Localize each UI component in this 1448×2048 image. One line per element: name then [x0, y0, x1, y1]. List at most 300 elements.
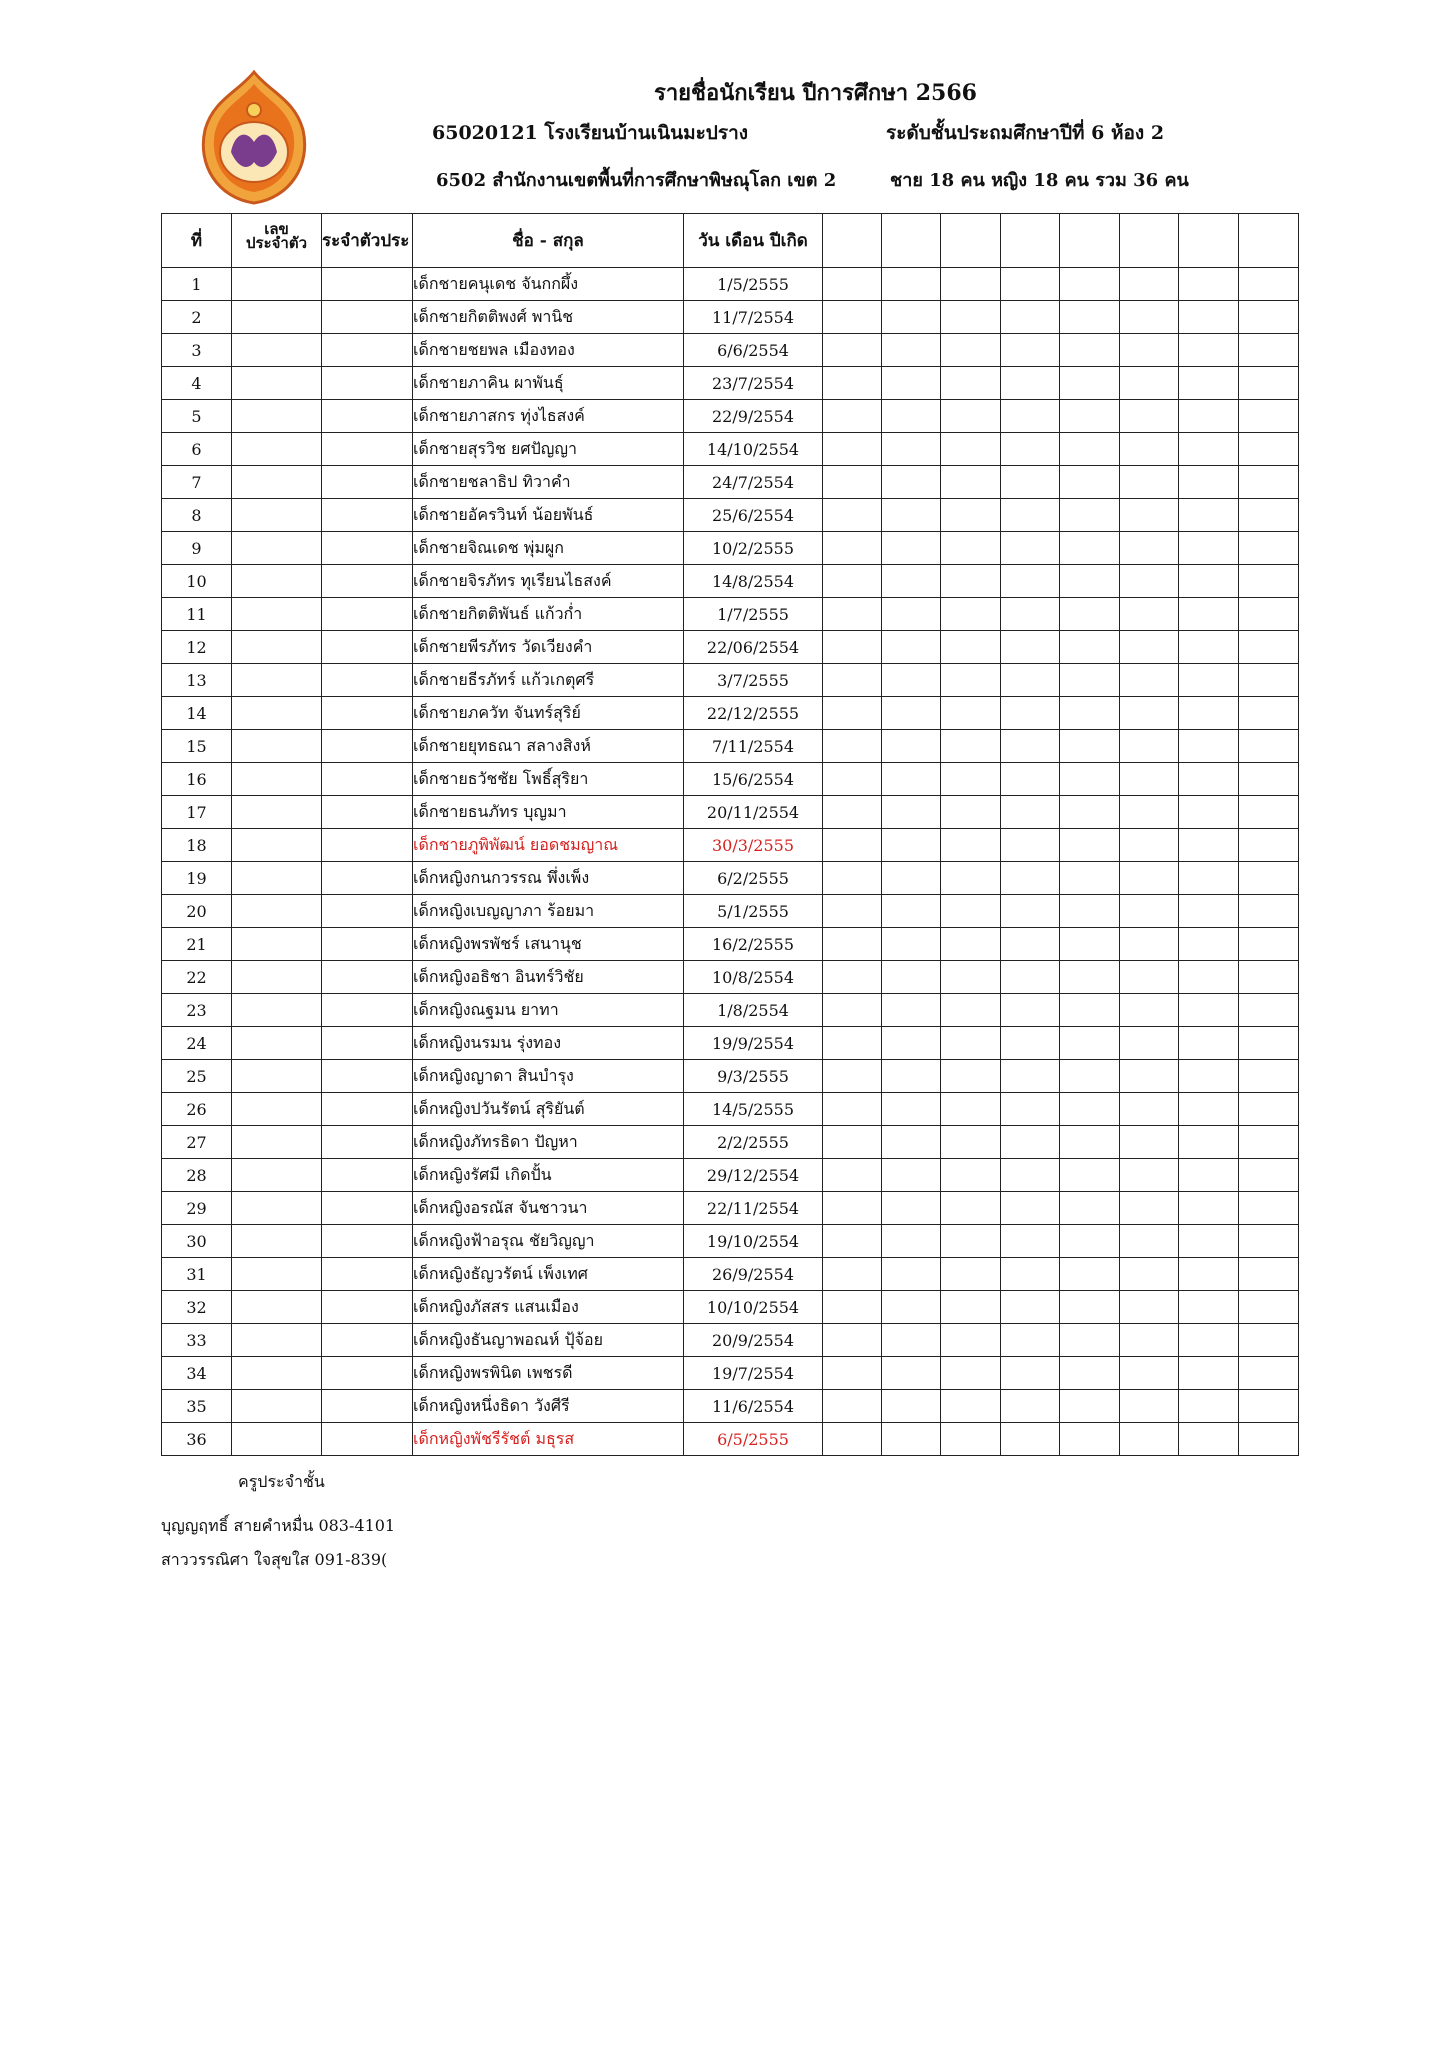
cell-blank: [941, 928, 1001, 961]
cell-no: 33: [162, 1324, 232, 1357]
cell-blank: [1060, 565, 1120, 598]
cell-blank: [1120, 928, 1179, 961]
cell-student-id: [232, 829, 322, 862]
cell-blank: [1179, 796, 1239, 829]
cell-student-id: [232, 664, 322, 697]
cell-blank: [823, 697, 882, 730]
cell-blank: [1120, 1060, 1179, 1093]
cell-blank: [941, 829, 1001, 862]
cell-blank: [823, 367, 882, 400]
cell-blank: [1120, 1390, 1179, 1423]
cell-dob: 5/1/2555: [684, 895, 823, 928]
cell-blank: [1060, 598, 1120, 631]
cell-blank: [882, 1027, 941, 1060]
table-row: [162, 1060, 1299, 1093]
cell-blank: [1120, 1126, 1179, 1159]
cell-blank: [1239, 631, 1299, 664]
cell-name: เด็กชายจิณเดช พุ่มผูก: [413, 532, 684, 565]
cell-blank: [882, 1324, 941, 1357]
cell-blank: [823, 1192, 882, 1225]
cell-blank: [1120, 301, 1179, 334]
cell-blank: [1239, 1291, 1299, 1324]
cell-dob: 30/3/2555: [684, 829, 823, 862]
col-header-blank: [882, 214, 941, 268]
cell-student-id: [232, 730, 322, 763]
cell-blank: [941, 1192, 1001, 1225]
cell-national-id: [322, 1258, 413, 1291]
cell-blank: [1120, 367, 1179, 400]
cell-no: 6: [162, 433, 232, 466]
cell-blank: [1001, 400, 1060, 433]
cell-blank: [1179, 1291, 1239, 1324]
cell-blank: [823, 301, 882, 334]
cell-name: เด็กชายพีรภัทร วัดเวียงคำ: [413, 631, 684, 664]
school-name: 65020121 โรงเรียนบ้านเนินมะปราง: [432, 122, 749, 144]
cell-national-id: [322, 1192, 413, 1225]
cell-blank: [1001, 763, 1060, 796]
cell-no: 2: [162, 301, 232, 334]
cell-name: เด็กชายยุทธณา สลางสิงห์: [413, 730, 684, 763]
cell-student-id: [232, 763, 322, 796]
table-row: [162, 796, 1299, 829]
cell-blank: [1179, 499, 1239, 532]
cell-blank: [1179, 1159, 1239, 1192]
cell-blank: [882, 400, 941, 433]
col-header-blank: [1179, 214, 1239, 268]
cell-national-id: [322, 928, 413, 961]
cell-blank: [1120, 631, 1179, 664]
cell-dob: 11/6/2554: [684, 1390, 823, 1423]
cell-name: เด็กชายจิรภัทร ทุเรียนไธสงค์: [413, 565, 684, 598]
cell-blank: [1179, 598, 1239, 631]
cell-dob: 6/5/2555: [684, 1423, 823, 1456]
cell-blank: [1239, 730, 1299, 763]
cell-blank: [1060, 1357, 1120, 1390]
cell-national-id: [322, 400, 413, 433]
cell-blank: [1060, 367, 1120, 400]
cell-blank: [823, 730, 882, 763]
cell-blank: [1001, 631, 1060, 664]
cell-blank: [1179, 1126, 1239, 1159]
cell-blank: [1001, 367, 1060, 400]
cell-blank: [1239, 994, 1299, 1027]
cell-blank: [882, 664, 941, 697]
cell-blank: [1120, 598, 1179, 631]
table-row: [162, 1390, 1299, 1423]
table-row: [162, 598, 1299, 631]
cell-blank: [1001, 1027, 1060, 1060]
cell-blank: [882, 1291, 941, 1324]
cell-blank: [1179, 664, 1239, 697]
cell-blank: [1239, 664, 1299, 697]
cell-blank: [941, 532, 1001, 565]
cell-national-id: [322, 367, 413, 400]
cell-name: เด็กชายภาคิน ผาพันธุ์: [413, 367, 684, 400]
cell-blank: [941, 664, 1001, 697]
cell-blank: [823, 1324, 882, 1357]
cell-name: เด็กหญิงปวันรัตน์ สุริยันต์: [413, 1093, 684, 1126]
table-row: [162, 730, 1299, 763]
col-header-no: ที่: [162, 214, 232, 268]
cell-blank: [1001, 1225, 1060, 1258]
cell-blank: [1179, 301, 1239, 334]
cell-blank: [1060, 1258, 1120, 1291]
table-row: [162, 1027, 1299, 1060]
cell-blank: [1179, 1093, 1239, 1126]
cell-national-id: [322, 433, 413, 466]
cell-dob: 6/6/2554: [684, 334, 823, 367]
cell-national-id: [322, 763, 413, 796]
cell-student-id: [232, 532, 322, 565]
cell-blank: [823, 1390, 882, 1423]
table-row: [162, 400, 1299, 433]
cell-name: เด็กชายธีรภัทร์ แก้วเกตุศรี: [413, 664, 684, 697]
cell-no: 28: [162, 1159, 232, 1192]
cell-blank: [1239, 433, 1299, 466]
cell-blank: [1001, 961, 1060, 994]
table-row: [162, 994, 1299, 1027]
cell-student-id: [232, 1225, 322, 1258]
cell-no: 5: [162, 400, 232, 433]
cell-national-id: [322, 1324, 413, 1357]
cell-blank: [941, 862, 1001, 895]
cell-dob: 22/06/2554: [684, 631, 823, 664]
cell-blank: [1120, 796, 1179, 829]
cell-blank: [882, 466, 941, 499]
col-header-national-id: ระจำตัวประ: [322, 214, 413, 268]
cell-student-id: [232, 499, 322, 532]
cell-blank: [1179, 631, 1239, 664]
cell-blank: [1001, 895, 1060, 928]
table-row: [162, 1093, 1299, 1126]
cell-blank: [1120, 1225, 1179, 1258]
cell-national-id: [322, 1423, 413, 1456]
cell-student-id: [232, 367, 322, 400]
cell-blank: [941, 1093, 1001, 1126]
cell-blank: [1060, 268, 1120, 301]
cell-student-id: [232, 928, 322, 961]
cell-blank: [1179, 532, 1239, 565]
cell-national-id: [322, 1093, 413, 1126]
cell-blank: [1060, 763, 1120, 796]
cell-national-id: [322, 796, 413, 829]
cell-blank: [1179, 928, 1239, 961]
table-row: [162, 697, 1299, 730]
cell-no: 24: [162, 1027, 232, 1060]
cell-dob: 25/6/2554: [684, 499, 823, 532]
cell-name: เด็กชายคนุเดช จันกกผึ้ง: [413, 268, 684, 301]
table-row: [162, 367, 1299, 400]
cell-blank: [1001, 994, 1060, 1027]
cell-no: 23: [162, 994, 232, 1027]
cell-blank: [882, 1225, 941, 1258]
cell-name: เด็กชายกิตติพงศ์ พานิช: [413, 301, 684, 334]
cell-no: 35: [162, 1390, 232, 1423]
cell-blank: [1120, 1291, 1179, 1324]
cell-national-id: [322, 1291, 413, 1324]
cell-blank: [1179, 565, 1239, 598]
table-row: [162, 1291, 1299, 1324]
cell-blank: [1001, 433, 1060, 466]
cell-blank: [1120, 433, 1179, 466]
cell-student-id: [232, 433, 322, 466]
cell-dob: 22/12/2555: [684, 697, 823, 730]
cell-name: เด็กหญิงภัสสร แสนเมือง: [413, 1291, 684, 1324]
cell-blank: [882, 532, 941, 565]
col-header-blank: [941, 214, 1001, 268]
cell-blank: [1060, 928, 1120, 961]
cell-blank: [823, 1093, 882, 1126]
cell-blank: [1239, 697, 1299, 730]
cell-blank: [1239, 1390, 1299, 1423]
cell-blank: [1060, 532, 1120, 565]
cell-blank: [941, 631, 1001, 664]
school-emblem-icon: [195, 70, 313, 205]
cell-blank: [882, 499, 941, 532]
cell-blank: [1001, 697, 1060, 730]
cell-name: เด็กหญิงพรพินิต เพชรดี: [413, 1357, 684, 1390]
cell-dob: 16/2/2555: [684, 928, 823, 961]
cell-dob: 2/2/2555: [684, 1126, 823, 1159]
cell-blank: [1001, 1291, 1060, 1324]
cell-national-id: [322, 1126, 413, 1159]
cell-no: 1: [162, 268, 232, 301]
table-header-row: [162, 214, 1299, 268]
cell-blank: [1001, 664, 1060, 697]
cell-blank: [1239, 1423, 1299, 1456]
cell-blank: [1001, 1126, 1060, 1159]
cell-dob: 23/7/2554: [684, 367, 823, 400]
cell-no: 20: [162, 895, 232, 928]
cell-name: เด็กหญิงหนึ่งธิดา วังศีรี: [413, 1390, 684, 1423]
cell-blank: [1060, 1060, 1120, 1093]
table-row: [162, 466, 1299, 499]
cell-blank: [823, 829, 882, 862]
cell-blank: [1120, 565, 1179, 598]
cell-blank: [882, 730, 941, 763]
cell-no: 29: [162, 1192, 232, 1225]
table-row: [162, 334, 1299, 367]
cell-dob: 15/6/2554: [684, 763, 823, 796]
cell-blank: [882, 433, 941, 466]
cell-blank: [1239, 862, 1299, 895]
roster-body: [162, 268, 1299, 1456]
cell-blank: [823, 928, 882, 961]
cell-blank: [1060, 796, 1120, 829]
cell-blank: [882, 367, 941, 400]
cell-blank: [941, 1126, 1001, 1159]
cell-student-id: [232, 598, 322, 631]
cell-blank: [941, 367, 1001, 400]
cell-blank: [1001, 928, 1060, 961]
cell-blank: [1239, 1093, 1299, 1126]
col-header-blank: [1239, 214, 1299, 268]
cell-dob: 11/7/2554: [684, 301, 823, 334]
cell-blank: [882, 1192, 941, 1225]
cell-blank: [941, 1225, 1001, 1258]
cell-dob: 6/2/2555: [684, 862, 823, 895]
cell-blank: [1120, 697, 1179, 730]
cell-blank: [1120, 400, 1179, 433]
cell-no: 27: [162, 1126, 232, 1159]
cell-blank: [941, 697, 1001, 730]
cell-blank: [1179, 268, 1239, 301]
cell-blank: [1060, 1159, 1120, 1192]
cell-national-id: [322, 1357, 413, 1390]
cell-blank: [823, 1423, 882, 1456]
cell-blank: [1239, 1192, 1299, 1225]
student-counts: ชาย 18 คน หญิง 18 คน รวม 36 คน: [890, 170, 1189, 191]
table-row: [162, 928, 1299, 961]
cell-blank: [1060, 1423, 1120, 1456]
cell-blank: [823, 763, 882, 796]
cell-blank: [1179, 1357, 1239, 1390]
cell-blank: [941, 334, 1001, 367]
cell-name: เด็กชายธวัชชัย โพธิ์สุริยา: [413, 763, 684, 796]
cell-blank: [941, 301, 1001, 334]
cell-blank: [823, 1291, 882, 1324]
cell-blank: [882, 1159, 941, 1192]
cell-student-id: [232, 1291, 322, 1324]
cell-blank: [1060, 664, 1120, 697]
cell-dob: 26/9/2554: [684, 1258, 823, 1291]
cell-blank: [1239, 895, 1299, 928]
cell-blank: [1239, 1027, 1299, 1060]
cell-no: 13: [162, 664, 232, 697]
cell-blank: [941, 730, 1001, 763]
cell-blank: [882, 829, 941, 862]
col-header-name: ชื่อ - สกุล: [413, 214, 684, 268]
cell-dob: 19/10/2554: [684, 1225, 823, 1258]
cell-blank: [1001, 598, 1060, 631]
cell-name: เด็กชายภูพิพัฒน์ ยอดชมญาณ: [413, 829, 684, 862]
cell-blank: [1239, 763, 1299, 796]
cell-blank: [1239, 499, 1299, 532]
cell-blank: [1179, 730, 1239, 763]
cell-student-id: [232, 796, 322, 829]
cell-blank: [1120, 763, 1179, 796]
cell-student-id: [232, 1324, 322, 1357]
cell-blank: [1179, 1027, 1239, 1060]
cell-blank: [882, 598, 941, 631]
cell-blank: [1060, 1126, 1120, 1159]
cell-blank: [823, 994, 882, 1027]
cell-blank: [941, 400, 1001, 433]
cell-no: 30: [162, 1225, 232, 1258]
cell-blank: [1179, 1060, 1239, 1093]
cell-student-id: [232, 1258, 322, 1291]
table-row: [162, 1357, 1299, 1390]
cell-no: 17: [162, 796, 232, 829]
col-header-student-id-line1: เลข: [264, 219, 289, 238]
cell-blank: [882, 268, 941, 301]
cell-no: 32: [162, 1291, 232, 1324]
cell-student-id: [232, 895, 322, 928]
cell-name: เด็กหญิงธัญวรัตน์ เพ็งเทศ: [413, 1258, 684, 1291]
cell-blank: [1001, 862, 1060, 895]
cell-blank: [1179, 1258, 1239, 1291]
cell-blank: [882, 697, 941, 730]
cell-blank: [1060, 334, 1120, 367]
cell-blank: [1179, 466, 1239, 499]
cell-blank: [1179, 763, 1239, 796]
cell-blank: [823, 631, 882, 664]
cell-no: 34: [162, 1357, 232, 1390]
cell-dob: 1/7/2555: [684, 598, 823, 631]
cell-blank: [1060, 1192, 1120, 1225]
cell-name: เด็กหญิงอรณัส จันชาวนา: [413, 1192, 684, 1225]
cell-blank: [1120, 1324, 1179, 1357]
cell-national-id: [322, 466, 413, 499]
cell-no: 15: [162, 730, 232, 763]
cell-blank: [1120, 1258, 1179, 1291]
col-header-student-id-line2: ประจำตัว: [245, 233, 307, 252]
cell-blank: [882, 928, 941, 961]
cell-blank: [1060, 697, 1120, 730]
cell-national-id: [322, 598, 413, 631]
col-header-blank: [1001, 214, 1060, 268]
cell-name: เด็กชายภควัท จันทร์สุริย์: [413, 697, 684, 730]
cell-blank: [1060, 631, 1120, 664]
cell-blank: [1001, 1060, 1060, 1093]
cell-student-id: [232, 466, 322, 499]
cell-blank: [1179, 433, 1239, 466]
cell-blank: [882, 961, 941, 994]
cell-national-id: [322, 1060, 413, 1093]
cell-blank: [1239, 1159, 1299, 1192]
cell-blank: [1120, 334, 1179, 367]
cell-dob: 24/7/2554: [684, 466, 823, 499]
teacher-2: สาววรรณิศา ใจสุขใส 091-839(: [161, 1550, 388, 1569]
cell-national-id: [322, 565, 413, 598]
cell-blank: [1120, 1423, 1179, 1456]
cell-blank: [1060, 400, 1120, 433]
cell-blank: [882, 895, 941, 928]
cell-blank: [882, 763, 941, 796]
cell-blank: [1179, 400, 1239, 433]
cell-blank: [882, 1258, 941, 1291]
cell-student-id: [232, 631, 322, 664]
cell-blank: [823, 961, 882, 994]
cell-name: เด็กหญิงอธิชา อินทร์วิชัย: [413, 961, 684, 994]
cell-student-id: [232, 1060, 322, 1093]
cell-blank: [1239, 1126, 1299, 1159]
cell-student-id: [232, 1357, 322, 1390]
cell-student-id: [232, 268, 322, 301]
cell-blank: [941, 565, 1001, 598]
cell-blank: [823, 400, 882, 433]
cell-name: เด็กหญิงพัชรีรัชต์ มธุรส: [413, 1423, 684, 1456]
cell-student-id: [232, 862, 322, 895]
cell-blank: [1001, 466, 1060, 499]
cell-student-id: [232, 400, 322, 433]
cell-blank: [941, 1357, 1001, 1390]
cell-student-id: [232, 1159, 322, 1192]
col-header-dob: วัน เดือน ปีเกิด: [684, 214, 823, 268]
cell-blank: [1179, 334, 1239, 367]
cell-dob: 9/3/2555: [684, 1060, 823, 1093]
cell-student-id: [232, 1423, 322, 1456]
teacher-1: บุญญฤทธิ์ สายคำหมื่น 083-4101: [161, 1516, 396, 1535]
cell-blank: [941, 1060, 1001, 1093]
table-row: [162, 301, 1299, 334]
cell-name: เด็กหญิงเบญญาภา ร้อยมา: [413, 895, 684, 928]
cell-national-id: [322, 697, 413, 730]
cell-blank: [1120, 466, 1179, 499]
cell-blank: [1060, 499, 1120, 532]
cell-dob: 3/7/2555: [684, 664, 823, 697]
cell-blank: [1001, 532, 1060, 565]
